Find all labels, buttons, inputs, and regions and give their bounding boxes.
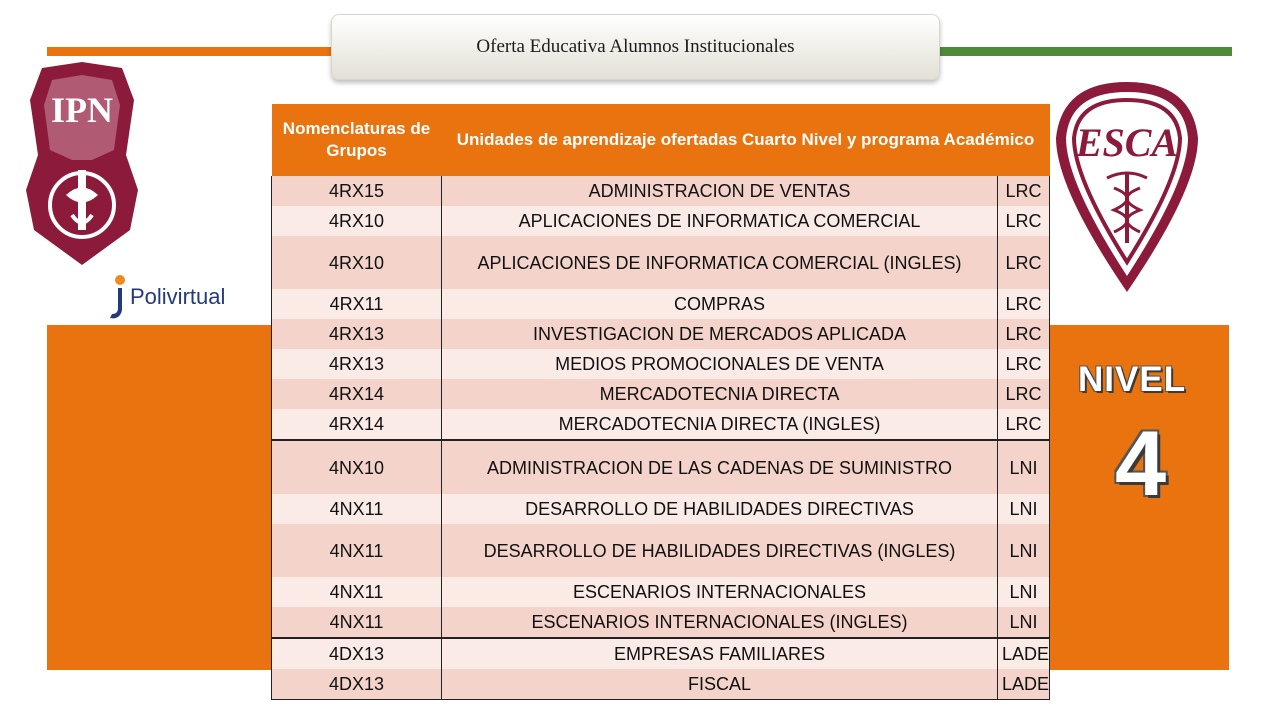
table-row (272, 349, 1050, 379)
learning-unit: ESCENARIOS INTERNACIONALES (INGLES) (442, 607, 998, 638)
program-code: LRC (997, 289, 1049, 319)
group-code: 4NX11 (272, 494, 442, 524)
program-code: LNI (997, 494, 1049, 524)
nivel-number: 4 (1115, 413, 1167, 515)
group-code: 4DX13 (272, 638, 442, 669)
green-top-line (938, 47, 1232, 56)
program-code: LRC (997, 206, 1049, 236)
learning-unit: APLICACIONES DE INFORMATICA COMERCIAL (INGLES) (442, 236, 998, 289)
learning-unit: COMPRAS (442, 289, 998, 319)
header-learning-units: Unidades de aprendizaje ofertadas Cuarto Nivel y programa Académico (442, 104, 1050, 176)
program-code: LADE (997, 669, 1049, 700)
learning-unit: EMPRESAS FAMILIARES (442, 638, 998, 669)
learning-unit: DESARROLLO DE HABILIDADES DIRECTIVAS (INGLES) (442, 524, 998, 577)
table-row (272, 379, 1050, 409)
svg-text:ESCA: ESCA (1075, 120, 1179, 165)
group-code: 4RX14 (272, 379, 442, 409)
learning-unit: MERCADOTECNIA DIRECTA (INGLES) (442, 409, 998, 440)
group-code: 4NX11 (272, 577, 442, 607)
learning-unit: ADMINISTRACION DE LAS CADENAS DE SUMINISTRO (442, 440, 998, 494)
learning-unit: MERCADOTECNIA DIRECTA (442, 379, 998, 409)
group-code: 4NX11 (272, 607, 442, 638)
table-row (272, 319, 1050, 349)
header-group-nomenclature: Nomenclaturas de Grupos (272, 104, 442, 176)
program-code: LNI (997, 524, 1049, 577)
table-row (272, 289, 1050, 319)
orange-top-line (47, 47, 337, 56)
table-row (272, 409, 1050, 440)
program-code: LRC (997, 379, 1049, 409)
learning-unit: MEDIOS PROMOCIONALES DE VENTA (442, 349, 998, 379)
table-row (272, 440, 1050, 494)
table-row (272, 206, 1050, 236)
ipn-logo-icon (22, 60, 142, 270)
group-code: 4RX10 (272, 206, 442, 236)
table-row (272, 577, 1050, 607)
program-code: LADE (997, 638, 1049, 669)
offer-table (271, 104, 1050, 700)
program-code: LRC (997, 409, 1049, 440)
svg-text:IPN: IPN (51, 90, 113, 130)
table-row (272, 638, 1050, 669)
polivirtual-logo (108, 272, 225, 322)
group-code: 4RX14 (272, 409, 442, 440)
group-code: 4RX13 (272, 319, 442, 349)
learning-unit: ADMINISTRACION DE VENTAS (442, 176, 998, 206)
group-code: 4RX13 (272, 349, 442, 379)
table-row (272, 524, 1050, 577)
program-code: LRC (997, 349, 1049, 379)
group-code: 4NX10 (272, 440, 442, 494)
polivirtual-mark-icon (108, 274, 126, 320)
learning-unit: ESCENARIOS INTERNACIONALES (442, 577, 998, 607)
program-code: LRC (997, 236, 1049, 289)
program-code: LRC (997, 319, 1049, 349)
group-code: 4DX13 (272, 669, 442, 700)
table-header-row (272, 104, 1050, 176)
group-code: 4RX10 (272, 236, 442, 289)
table-row (272, 494, 1050, 524)
esca-logo-icon (1052, 78, 1202, 296)
slide-title: Oferta Educativa Alumnos Institucionales (476, 36, 795, 57)
program-code: LNI (997, 607, 1049, 638)
learning-unit: APLICACIONES DE INFORMATICA COMERCIAL (442, 206, 998, 236)
group-code: 4NX11 (272, 524, 442, 577)
program-code: LNI (997, 577, 1049, 607)
table-row (272, 176, 1050, 206)
group-code: 4RX15 (272, 176, 442, 206)
learning-unit: INVESTIGACION DE MERCADOS APLICADA (442, 319, 998, 349)
nivel-label: NIVEL (1078, 360, 1187, 399)
table-row (272, 669, 1050, 700)
learning-unit: DESARROLLO DE HABILIDADES DIRECTIVAS (442, 494, 998, 524)
learning-unit: FISCAL (442, 669, 998, 700)
program-code: LNI (997, 440, 1049, 494)
table-row (272, 607, 1050, 638)
group-code: 4RX11 (272, 289, 442, 319)
table-row (272, 236, 1050, 289)
polivirtual-text: Polivirtual (130, 284, 226, 309)
program-code: LRC (997, 176, 1049, 206)
slide-title-box (331, 14, 940, 80)
